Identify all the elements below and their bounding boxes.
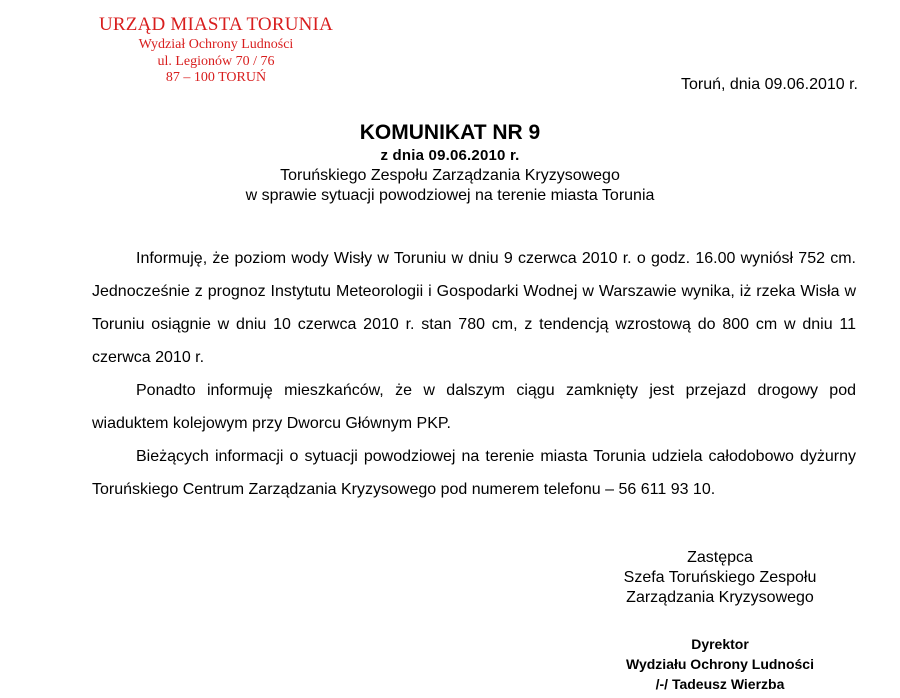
body-paragraph-1: Informuję, że poziom wody Wisły w Toruniu w dniu 9 czerwca 2010 r. o godz. 16.00 wyniósł 752 cm. Jednocześnie z prognoz Instytutu Meteorologii i Gospodarki Wodnej w Warszawie wynika, iż rzeka Wisła w Toruniu osiągnie w dniu 10 czerwca 2010 r. stan 780 cm, z tendencją wzrostową do 800 cm w dniu 11 czerwca 2010 r. xyxy=(92,250,856,366)
signature-deputy-line-3: Zarządzania Kryzysowego xyxy=(626,589,814,606)
letterhead-street: ul. Legionów 70 / 76 xyxy=(157,53,275,69)
letterhead-postal: 87 – 100 TORUŃ xyxy=(165,70,267,86)
signature-director-line-1: Dyrektor xyxy=(691,636,749,652)
signature-deputy-line-1: Zastępca xyxy=(687,549,753,566)
signature-deputy-line-2: Szefa Toruńskiego Zespołu xyxy=(623,569,817,586)
heading-block xyxy=(0,120,900,206)
document-issuer: Toruńskiego Zespołu Zarządzania Kryzysowego xyxy=(280,167,620,184)
document-date: z dnia 09.06.2010 r. xyxy=(380,147,520,164)
body-paragraph-3: Bieżących informacji o sytuacji powodziowej na terenie miasta Torunia udziela całodobowo dyżurny Toruńskiego Centrum Zarządzania Kryzysowego pod numerem telefonu – 56 611 93 10. xyxy=(92,448,856,498)
place-and-date: Toruń, dnia 09.06.2010 r. xyxy=(680,76,858,93)
document-title: KOMUNIKAT NR 9 xyxy=(359,121,541,144)
signature-deputy xyxy=(560,548,880,608)
signature-director-line-2: Wydziału Ochrony Ludności xyxy=(626,656,814,672)
body-text xyxy=(92,242,856,506)
body-paragraph-2: Ponadto informuję mieszkańców, że w dalszym ciągu zamknięty jest przejazd drogowy pod wiaduktem kolejowym przy Dworcu Głównym PKP. xyxy=(92,382,856,432)
document-subject: w sprawie sytuacji powodziowej na terenie miasta Torunia xyxy=(245,187,655,204)
signature-director-line-3: /-/ Tadeusz Wierzba xyxy=(655,676,785,692)
letterhead xyxy=(80,14,352,87)
letterhead-office: URZĄD MIASTA TORUNIA xyxy=(98,14,333,35)
signature-director xyxy=(560,634,880,694)
letterhead-department: Wydział Ochrony Ludności xyxy=(138,36,294,52)
